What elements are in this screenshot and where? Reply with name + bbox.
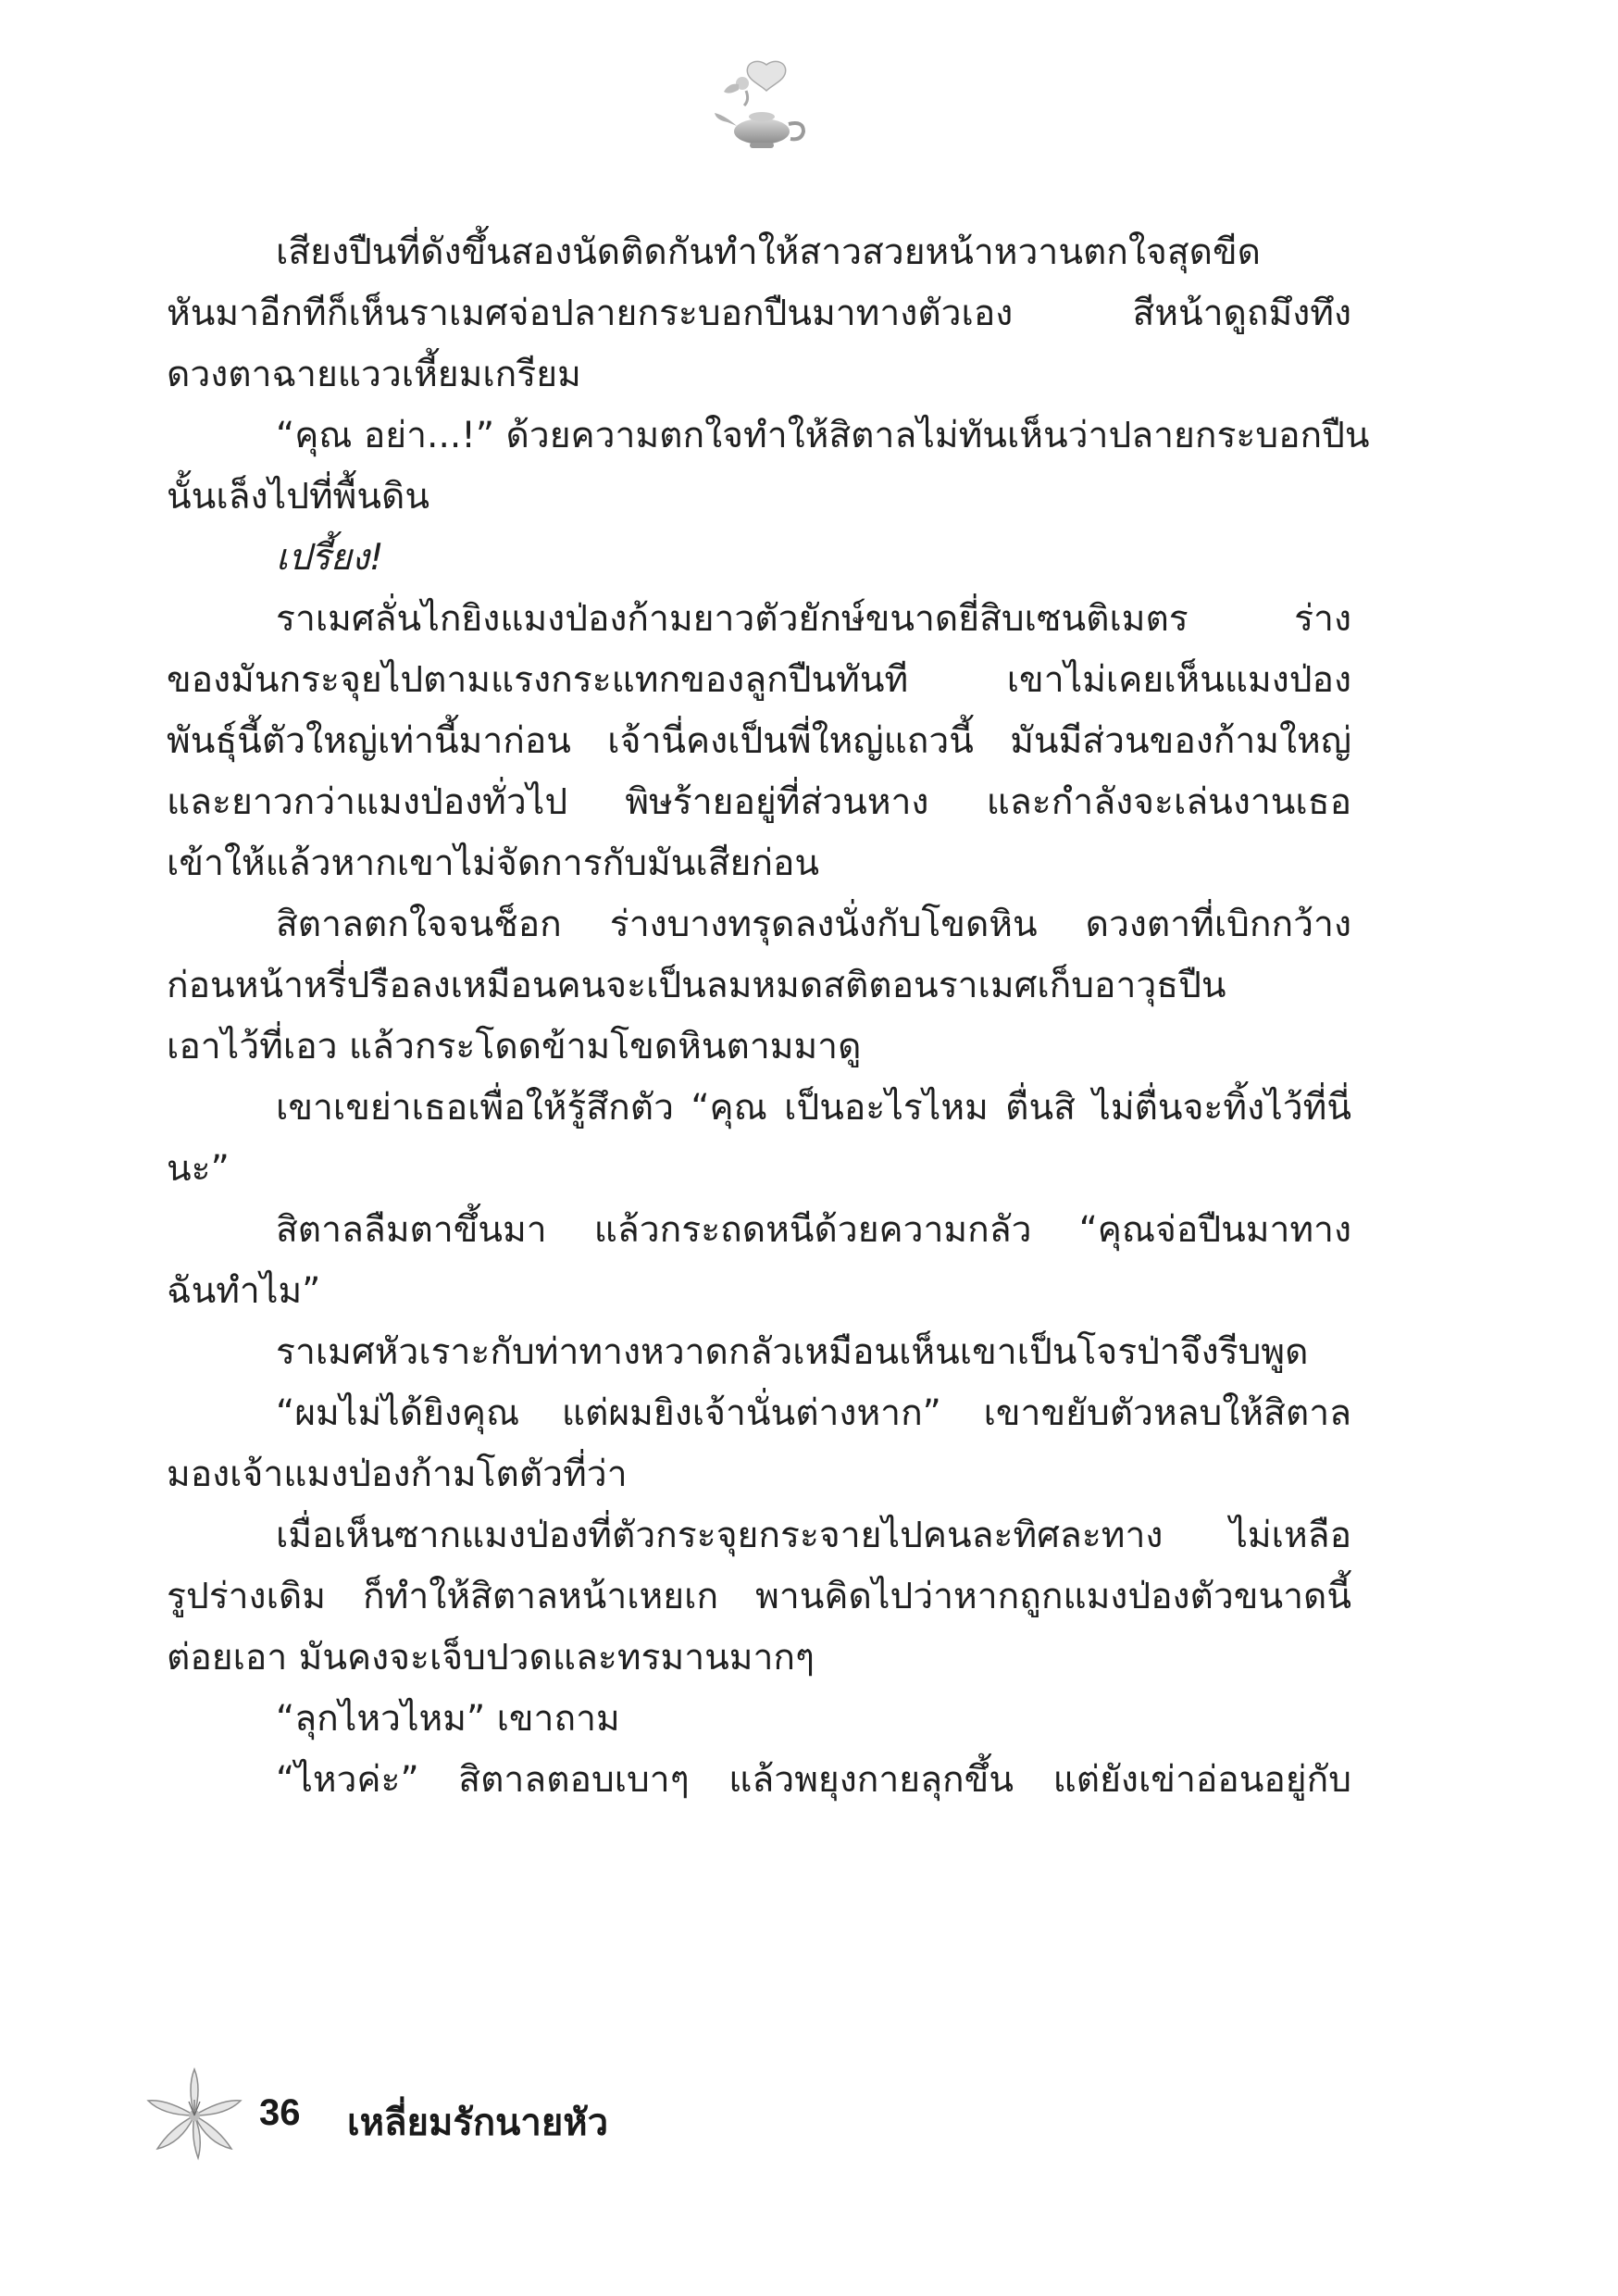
paragraph: [167, 406, 1370, 528]
text-line: รูปร่างเดิม ก็ทำให้สิตาลหน้าเหยเก พานคิดไปว่าหากถูกแมงป่องตัวขนาดนี้: [167, 1576, 1351, 1617]
text-line: เมื่อเห็นซากแมงป่องที่ตัวกระจุยกระจายไปคนละทิศละทาง ไม่เหลือ: [276, 1515, 1351, 1556]
text-line: ก่อนหน้าหรี่ปรือลงเหมือนคนจะเป็นลมหมดสติตอนราเมศเก็บอาวุธปืน: [167, 965, 1226, 1006]
lily-flower-icon: [139, 2065, 250, 2166]
text-line: ดวงตาฉายแววเหี้ยมเกรียม: [167, 354, 581, 395]
text-line: ต่อยเอา มันคงจะเจ็บปวดและทรมานมากๆ: [167, 1637, 815, 1678]
story-text: [167, 222, 1370, 1811]
text-line: “ลุกไหวไหม” เขาถาม: [276, 1698, 620, 1740]
paragraph: [167, 1200, 1351, 1322]
paragraph: [167, 528, 1351, 589]
text-line: เสียงปืนที่ดังขึ้นสองนัดติดกันทำให้สาวสวยหน้าหวานตกใจสุดขีด: [276, 231, 1261, 273]
paragraph: [167, 1505, 1351, 1689]
paragraph: [167, 894, 1351, 1078]
paragraph: [167, 1689, 1351, 1750]
text-line: และยาวกว่าแมงป่องทั่วไป พิษร้ายอยู่ที่ส่วนหาง และกำลังจะเล่นงานเธอ: [167, 781, 1351, 823]
text-line: ราเมศหัวเราะกับท่าทางหวาดกลัวเหมือนเห็นเขาเป็นโจรป่าจึงรีบพูด: [276, 1331, 1309, 1373]
paragraph: [167, 1750, 1351, 1811]
text-line: “ผมไม่ได้ยิงคุณ แต่ผมยิงเจ้านั่นต่างหาก” เขาขยับตัวหลบให้สิตาล: [276, 1392, 1351, 1434]
text-line: หันมาอีกทีก็เห็นราเมศจ่อปลายกระบอกปืนมาทางตัวเอง สีหน้าดูถมึงทึง: [167, 293, 1351, 334]
text-line: พันธุ์นี้ตัวใหญ่เท่านี้มาก่อน เจ้านี่คงเป็นพี่ใหญ่แถวนี้ มันมีส่วนของก้ามใหญ่: [167, 720, 1351, 762]
paragraph: [167, 222, 1351, 406]
paragraph: [167, 1322, 1351, 1383]
text-line: เปรี้ยง!: [276, 537, 384, 579]
paragraph: [167, 1078, 1351, 1200]
paragraph: [167, 589, 1351, 894]
page-number: 36: [259, 2092, 301, 2133]
text-line: นั้นเล็งไปที่พื้นดิน: [167, 476, 430, 518]
paragraph: [167, 1383, 1351, 1505]
text-line: ของมันกระจุยไปตามแรงกระแทกของลูกปืนทันที เขาไม่เคยเห็นแมงป่อง: [167, 659, 1351, 701]
text-line: ราเมศลั่นไกยิงแมงป่องก้ามยาวตัวยักษ์ขนาดยี่สิบเซนติเมตร ร่าง: [276, 598, 1351, 640]
text-line: เข้าให้แล้วหากเขาไม่จัดการกับมันเสียก่อน: [167, 842, 820, 884]
cupid-teapot-ornament-icon: [711, 56, 813, 157]
text-line: นะ”: [167, 1148, 230, 1190]
book-title: เหลี่ยมรักนายหัว: [347, 2102, 609, 2144]
text-line: “ไหวค่ะ” สิตาลตอบเบาๆ แล้วพยุงกายลุกขึ้น แต่ยังเข่าอ่อนอยู่กับ: [276, 1759, 1351, 1801]
text-line: มองเจ้าแมงป่องก้ามโตตัวที่ว่า: [167, 1454, 628, 1495]
text-line: เอาไว้ที่เอว แล้วกระโดดข้ามโขดหินตามมาดู: [167, 1026, 862, 1067]
text-line: ฉันทำไม”: [167, 1270, 321, 1312]
text-line: สิตาลตกใจจนช็อก ร่างบางทรุดลงนั่งกับโขดหิน ดวงตาที่เบิกกว้าง: [276, 904, 1351, 945]
text-line: เขาเขย่าเธอเพื่อให้รู้สึกตัว “คุณ เป็นอะไรไหม ตื่นสิ ไม่ตื่นจะทิ้งไว้ที่นี่: [276, 1087, 1351, 1129]
text-line: สิตาลลืมตาขึ้นมา แล้วกระถดหนีด้วยความกลัว “คุณจ่อปืนมาทาง: [276, 1209, 1351, 1251]
text-line: “คุณ อย่า...!” ด้วยความตกใจทำให้สิตาลไม่ทันเห็นว่าปลายกระบอกปืน: [276, 415, 1370, 456]
